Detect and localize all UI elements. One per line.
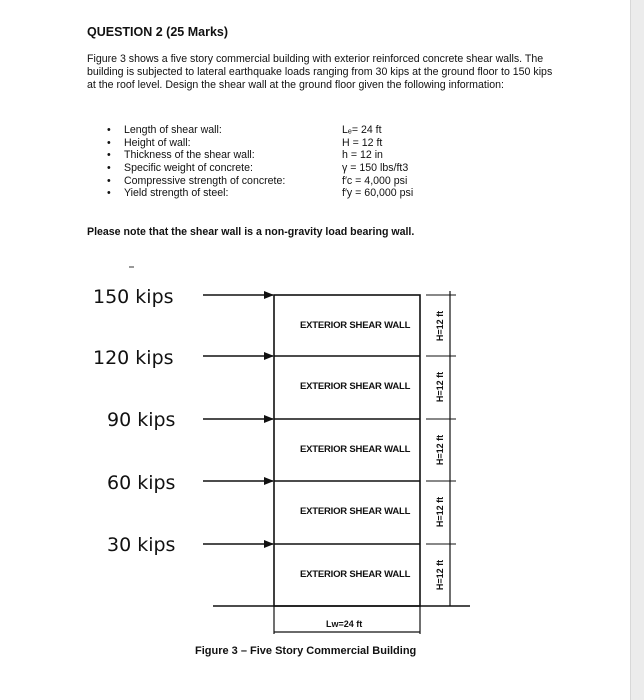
- spec-label: Height of wall:: [124, 136, 191, 149]
- question-paragraph: Figure 3 shows a five story commercial building with exterior reinforced concrete shear walls. The building is subjected to lateral earthquake loads ranging from 30 kips at the ground floor to 150 kips at the roof level. Design the shear wall at the ground floor given the following information:: [87, 53, 553, 92]
- wall-label: EXTERIOR SHEAR WALL: [300, 320, 411, 331]
- spec-value: Lₑ= 24 ft: [342, 124, 382, 136]
- spec-value: H = 12 ft: [342, 136, 383, 149]
- story-height-label: H=12 ft: [435, 434, 445, 466]
- load-label-level-4: 120 kips: [93, 347, 174, 369]
- bullet: •: [107, 187, 111, 200]
- load-label-level-2: 60 kips: [107, 472, 176, 494]
- spec-value: f′y = 60,000 psi: [342, 187, 414, 200]
- spec-label: Compressive strength of concrete:: [124, 174, 286, 187]
- spec-label: Yield strength of steel:: [124, 187, 229, 200]
- figure-caption: Figure 3 – Five Story Commercial Building: [195, 645, 417, 657]
- wall-length-label: Lw=24 ft: [326, 619, 363, 629]
- load-label-roof: 150 kips: [93, 286, 174, 308]
- wall-label: EXTERIOR SHEAR WALL: [300, 381, 411, 392]
- bullet: •: [107, 149, 111, 162]
- spec-label: Thickness of the shear wall:: [124, 149, 255, 162]
- note-text: Please note that the shear wall is a non-gravity load bearing wall.: [87, 226, 415, 238]
- wall-label: EXTERIOR SHEAR WALL: [300, 569, 411, 580]
- load-label-level-1: 30 kips: [107, 534, 176, 556]
- bullet: •: [107, 162, 111, 175]
- question-title: QUESTION 2 (25 Marks): [87, 25, 229, 39]
- spec-label: Length of shear wall:: [124, 124, 222, 136]
- load-label-level-3: 90 kips: [107, 409, 176, 431]
- spec-value: f′c = 4,000 psi: [342, 174, 408, 187]
- wall-label: EXTERIOR SHEAR WALL: [300, 506, 411, 517]
- story-height-label: H=12 ft: [435, 559, 445, 591]
- wall-label: EXTERIOR SHEAR WALL: [300, 444, 411, 455]
- spec-label: Specific weight of concrete:: [124, 162, 253, 175]
- bullet: •: [107, 136, 111, 149]
- story-height-label: H=12 ft: [435, 496, 445, 528]
- bullet: •: [107, 124, 111, 136]
- spec-value: γ = 150 lbs/ft3: [342, 162, 409, 175]
- spec-value: h = 12 in: [342, 149, 383, 162]
- bullet: •: [107, 174, 111, 187]
- story-height-label: H=12 ft: [435, 310, 445, 342]
- story-height-label: H=12 ft: [435, 371, 445, 403]
